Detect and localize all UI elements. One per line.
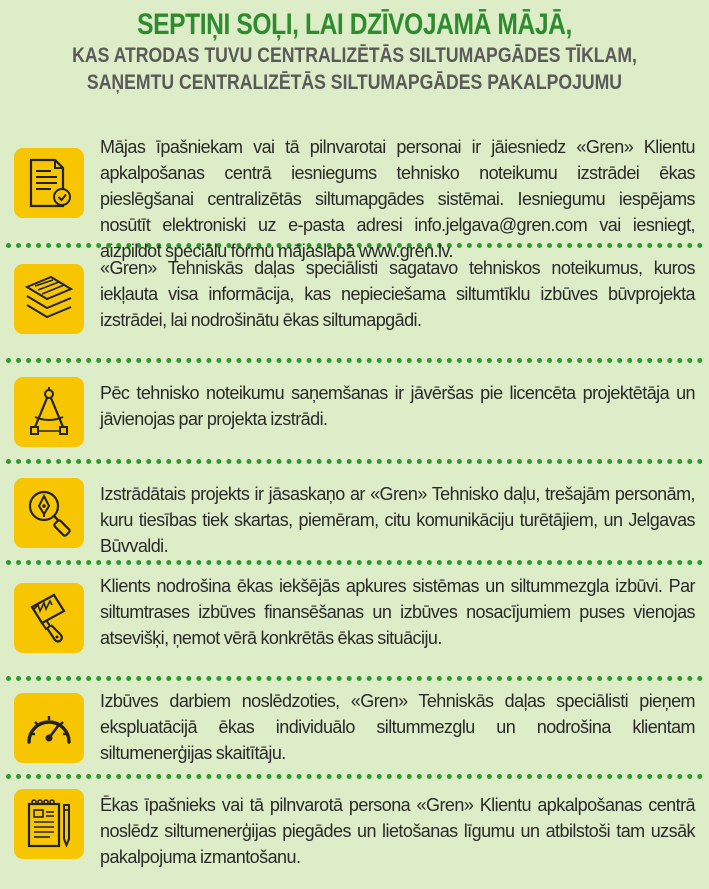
step-4 — [0, 464, 709, 560]
header — [0, 0, 709, 96]
notepad-pencil-icon — [14, 789, 84, 859]
step-3-text: Pēc tehnisko noteikumu saņemšanas ir jāvēršas pie licencēta projektētāja un jāvienojas par projekta izstrādi. — [100, 383, 695, 429]
pen-magnifier-icon — [14, 478, 84, 548]
compass-drafting-icon — [14, 377, 84, 447]
page-subtitle-line-2: SAŅEMTU CENTRALIZĒTĀS SILTUMAPGĀDES PAKALPOJUMU — [86, 70, 623, 94]
step-5-text: Klients nodrošina ēkas iekšējās apkures sistēmas un siltummezgla izbūvi. Par siltumtrases izbūves finansēšanas un izbūves nosacījumiem puses vienojas atsevišķi, ņemot vērā konkrētās ēkas situāciju. — [100, 576, 695, 648]
step-2-text: «Gren» Tehniskās daļas speciālisti sagatavo tehniskos noteikumus, kuros iekļauta visa informācija, kas nepieciešama siltumtīklu izbūves būvprojekta izstrādei, lai nodrošinātu ēkas siltumapgādi. — [100, 258, 695, 330]
step-6-text: Izbūves darbiem noslēdzoties, «Gren» Tehniskās daļas speciālisti pieņem ekspluatācijā ēkas individuālo siltummezglu un nodrošina klientam siltumenerģijas skaitītāju. — [100, 691, 695, 763]
step-1 — [0, 126, 709, 261]
step-6 — [0, 681, 709, 774]
steps-list — [0, 126, 709, 889]
step-5 — [0, 565, 709, 676]
step-7 — [0, 779, 709, 889]
step-4-text: Izstrādātais projekts ir jāsaskaņo ar «Gren» Tehnisko daļu, trešajām personām, kuru tiesības tiek skartas, piemēram, citu komunikāciju turētājiem, un Jelgavas Būvvaldi. — [100, 484, 695, 556]
step-7-text: Ēkas īpašnieks vai tā pilnvarotā persona «Gren» Klientu apkalpošanas centrā noslēdz siltumenerģijas piegādes un lietošanas līgumu un atbilstoši tam uzsāk pakalpojuma izmantošanu. — [100, 795, 695, 867]
step-3 — [0, 363, 709, 459]
page-title: SEPTIŅI SOĻI, LAI DZĪVOJAMĀ MĀJĀ, — [137, 8, 572, 41]
speedometer-icon — [14, 693, 84, 763]
page-subtitle-line-1: KAS ATRODAS TUVU CENTRALIZĒTĀS SILTUMAPGĀDES TĪKLAM, — [72, 43, 637, 67]
document-check-icon — [14, 148, 84, 218]
step-2 — [0, 248, 709, 358]
step-1-text: Mājas īpašniekam vai tā pilnvarotai personai ir jāiesniedz «Gren» Klientu apkalpošanas centrā iesniegums tehnisko noteikumu izstrādei ēkas pieslēgšanai centralizētās siltumapgādes sistēmai. Iesniegumu iespējams nosūtīt elektroniski uz e-pasta adresi info.jelgava@gren.com vai iesniegt, aizpildot speciālu formu mājaslapā www.gren.lv. — [100, 137, 695, 261]
layers-icon — [14, 264, 84, 334]
paint-brush-icon — [14, 583, 84, 653]
